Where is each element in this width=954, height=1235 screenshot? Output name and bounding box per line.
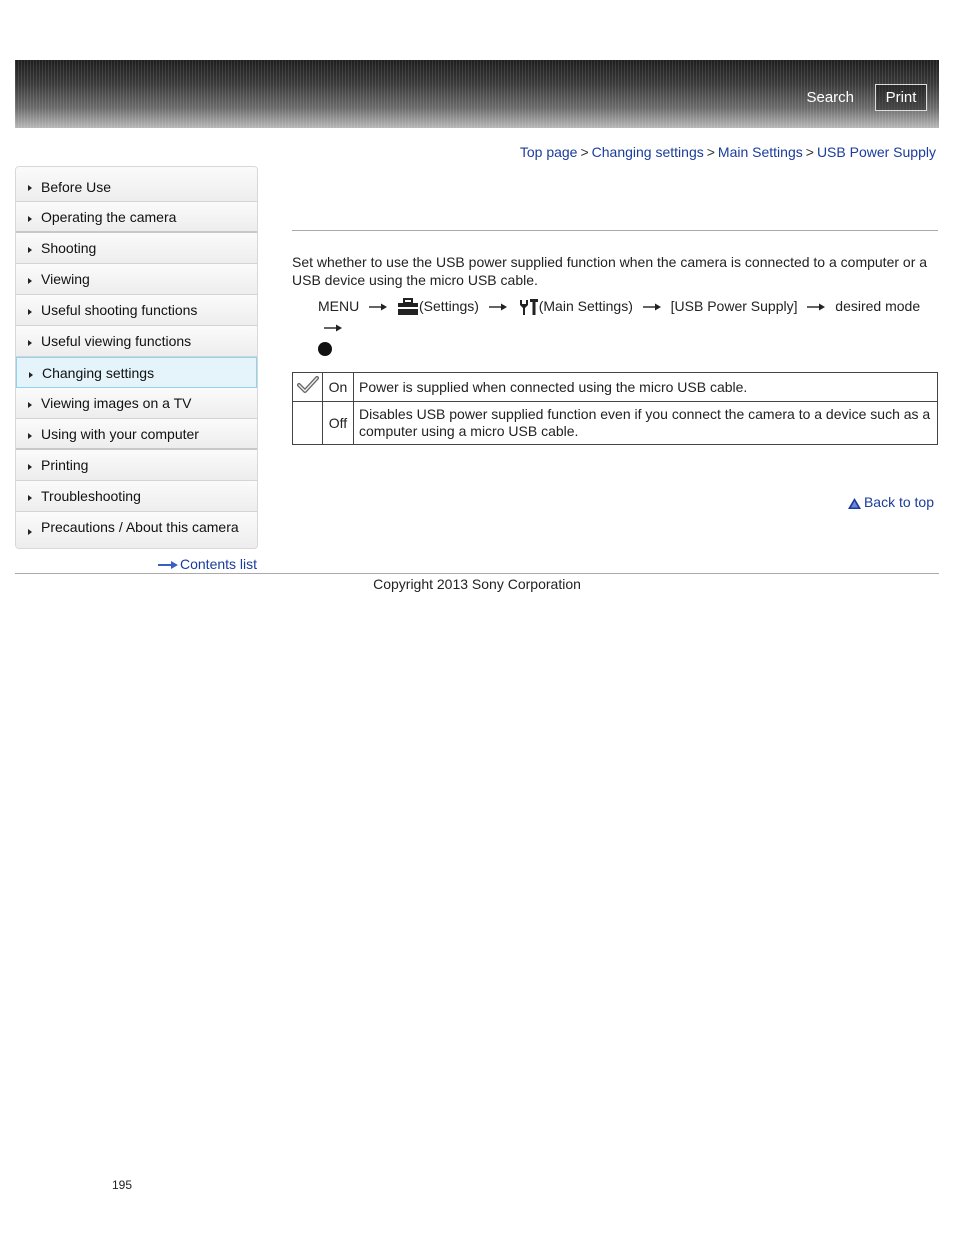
sidebar-item-label: Changing settings: [42, 365, 155, 381]
sidebar-item-troubleshooting[interactable]: [16, 481, 257, 512]
toolbox-icon: [397, 298, 419, 316]
arrow-right-icon: [807, 303, 825, 311]
triangle-up-icon: [848, 498, 861, 509]
chevron-right-icon: [28, 464, 32, 470]
default-cell: [293, 402, 323, 445]
sidebar-item-using-with-your-computer[interactable]: [16, 419, 257, 450]
mode-table: [292, 372, 938, 445]
sidebar-item-operating-the-camera[interactable]: [16, 202, 257, 233]
chevron-right-icon: [28, 278, 32, 284]
arrow-right-icon: [489, 303, 507, 311]
sidebar-item-label: Precautions / About this camera: [41, 519, 239, 535]
mode-name: Off: [323, 402, 354, 445]
sidebar-item-printing[interactable]: [16, 450, 257, 481]
sidebar-nav: [15, 166, 258, 549]
arrow-right-icon: [369, 303, 387, 311]
chevron-right-icon: [28, 402, 32, 408]
breadcrumb-separator: >: [805, 144, 814, 160]
search-button[interactable]: Search: [806, 89, 854, 106]
menu-path: [318, 296, 928, 356]
sidebar-item-useful-viewing-functions[interactable]: [16, 326, 257, 357]
breadcrumb: [520, 144, 936, 160]
breadcrumb-changing-settings[interactable]: Changing settings: [591, 144, 704, 160]
breadcrumb-usb-power-supply[interactable]: USB Power Supply: [816, 144, 936, 160]
chevron-right-icon: [28, 216, 32, 222]
checkmark-icon: [297, 376, 319, 394]
sidebar-item-label: Viewing: [41, 271, 90, 287]
footer-divider: [15, 573, 939, 574]
arrow-right-icon: [158, 561, 178, 569]
contents-list-link[interactable]: [158, 556, 257, 572]
sidebar-item-label: Before Use: [41, 179, 112, 195]
chevron-right-icon: [28, 309, 32, 315]
chevron-right-icon: [28, 495, 32, 501]
sidebar-item-label: Troubleshooting: [41, 488, 141, 504]
default-cell: [293, 373, 323, 402]
sidebar-item-shooting[interactable]: [16, 233, 257, 264]
mode-description: Power is supplied when connected using the micro USB cable.: [354, 373, 938, 402]
print-button[interactable]: Print: [875, 84, 927, 111]
chevron-right-icon: [28, 433, 32, 439]
path-menu: MENU: [318, 298, 360, 314]
path-desired-mode: desired mode: [835, 298, 921, 314]
contents-list-label: Contents list: [180, 556, 258, 572]
breadcrumb-top-page[interactable]: Top page: [519, 144, 578, 160]
back-to-top-link[interactable]: [848, 494, 934, 510]
mode-name: On: [323, 373, 354, 402]
copyright-text: Copyright 2013 Sony Corporation: [373, 576, 581, 592]
sidebar-item-changing-settings[interactable]: [16, 357, 257, 388]
header-bar: [15, 60, 939, 128]
sidebar-item-label: Viewing images on a TV: [41, 395, 192, 411]
arrow-right-icon: [643, 303, 661, 311]
breadcrumb-main-settings[interactable]: Main Settings: [717, 144, 803, 160]
sidebar-item-label: Using with your computer: [41, 426, 199, 442]
breadcrumb-separator: >: [580, 144, 589, 160]
path-settings: (Settings): [419, 298, 479, 314]
arrow-right-icon: [324, 324, 342, 332]
title-divider: [292, 230, 938, 231]
page-number: 195: [112, 1178, 133, 1192]
sidebar-item-before-use[interactable]: [16, 167, 257, 202]
wrench-icon: [517, 298, 539, 316]
center-button-icon: [318, 342, 332, 356]
path-main-settings: (Main Settings): [538, 298, 633, 314]
mode-description: Disables USB power supplied function even if you connect the camera to a device such as a computer using a micro USB cable.: [354, 402, 938, 445]
sidebar-item-label: Operating the camera: [41, 209, 177, 225]
table-row: [293, 402, 938, 445]
chevron-right-icon: [29, 372, 33, 378]
table-row: [293, 373, 938, 402]
sidebar-item-label: Useful shooting functions: [41, 302, 198, 318]
chevron-right-icon: [28, 529, 32, 535]
breadcrumb-separator: >: [706, 144, 715, 160]
sidebar-item-viewing[interactable]: [16, 264, 257, 295]
sidebar-item-label: Printing: [41, 457, 89, 473]
description-text: Set whether to use the USB power supplied function when the camera is connected to a computer or a USB device using the micro USB cable.: [292, 254, 928, 288]
back-to-top-label: Back to top: [863, 494, 934, 510]
chevron-right-icon: [28, 185, 32, 191]
chevron-right-icon: [28, 340, 32, 346]
sidebar-item-precautions[interactable]: [16, 512, 257, 548]
path-usb-power-supply: [USB Power Supply]: [670, 298, 798, 314]
sidebar-item-viewing-images-on-a-tv[interactable]: [16, 388, 257, 419]
sidebar-item-label: Useful viewing functions: [41, 333, 192, 349]
chevron-right-icon: [28, 247, 32, 253]
sidebar-item-useful-shooting-functions[interactable]: [16, 295, 257, 326]
sidebar-item-label: Shooting: [41, 240, 97, 256]
